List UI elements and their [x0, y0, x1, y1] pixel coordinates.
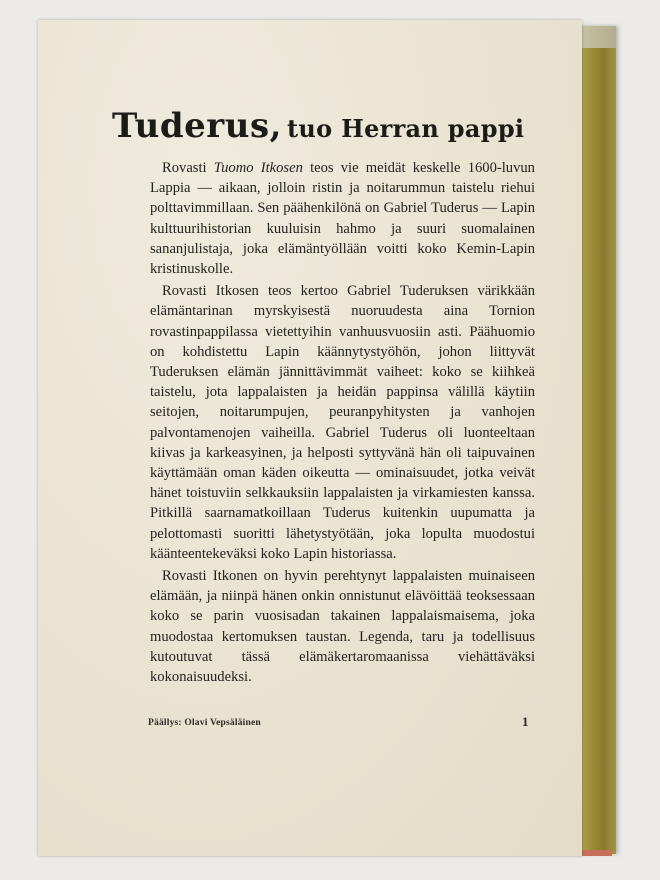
paragraph-1	[150, 158, 535, 279]
cover-design-credit: Päällys: Olavi Vepsäläinen	[148, 718, 261, 728]
author-name: Tuomo Itkosen	[213, 160, 303, 176]
blurb-text	[150, 158, 535, 687]
book-title	[112, 106, 582, 146]
paragraph-3: Rovasti Itkonen on hyvin perehtynyt lappalaisten muinaiseen elämään, ja niinpä hänen onkin onnistunut elävöittää teoksessaan koko se parin vuosisadan takainen lappalaismaisema, joka muodostaa kertomuksen taustan. Legenda, taru ja todellisuus kutoutuvat tässä elämäkertaromaanissa viehättäväksi kokonaisuudeksi.	[150, 568, 535, 686]
page-number: 1	[522, 714, 529, 729]
book-spine	[576, 26, 616, 854]
paragraph-2: Rovasti Itkosen teos kertoo Gabriel Tuderuksen värikkään elämäntarinan myrskyisestä nuoruudesta aina Tornion rovastinpappilassa vietettyihin vanhuusvuosiin asti. Päähuomio on kohdistettu Lapin käännytystyöhön, johon liittyvät Tuderuksen elämän jännittävimmät vaiheet: koko se kiihkeä taistelu, jota lappalaisten ja heidän pappinsa välillä käytiin seitojen, noitarumpujen, peuranpyhitysten ja vanhojen palvontamenojen vaiheilla. Gabriel Tuderus oli luonteeltaan kiivas ja karkeasyinen, ja helposti syttyvänä hän oli taipuvainen käyttämään oman käden oikeutta — ominaisuudet, jotka veivät hänet toistuviin selkkauksiin lappalaisten ja virkamiesten kanssa. Pitkillä saarnamatkoillaan Tuderus kuitenkin uupumatta ja pelottomasti suoritti lähetystyötään, joka lopulta muodostui käänteentekeväksi koko Lapin historiassa.	[150, 283, 535, 562]
spine-top-edge	[576, 26, 616, 48]
title-subtitle: tuo Herran pappi	[287, 114, 525, 143]
paragraph-1-lead: Rovasti	[162, 160, 214, 176]
paragraph-1-rest: teos vie meidät keskelle 1600-luvun Lappia — aikaan, jolloin ristin ja noitarummun taistelu riehui polttavimmillaan. Sen päähenkilönä on Gabriel Tuderus — Lapin kulttuurihistorian kuuluisin hahmo ja suuri suomalainen sananjulistaja, joka elämäntyöllään voitti koko Kemin-Lapin kristinuskolle.	[150, 160, 535, 278]
title-main: Tuderus,	[112, 106, 282, 146]
